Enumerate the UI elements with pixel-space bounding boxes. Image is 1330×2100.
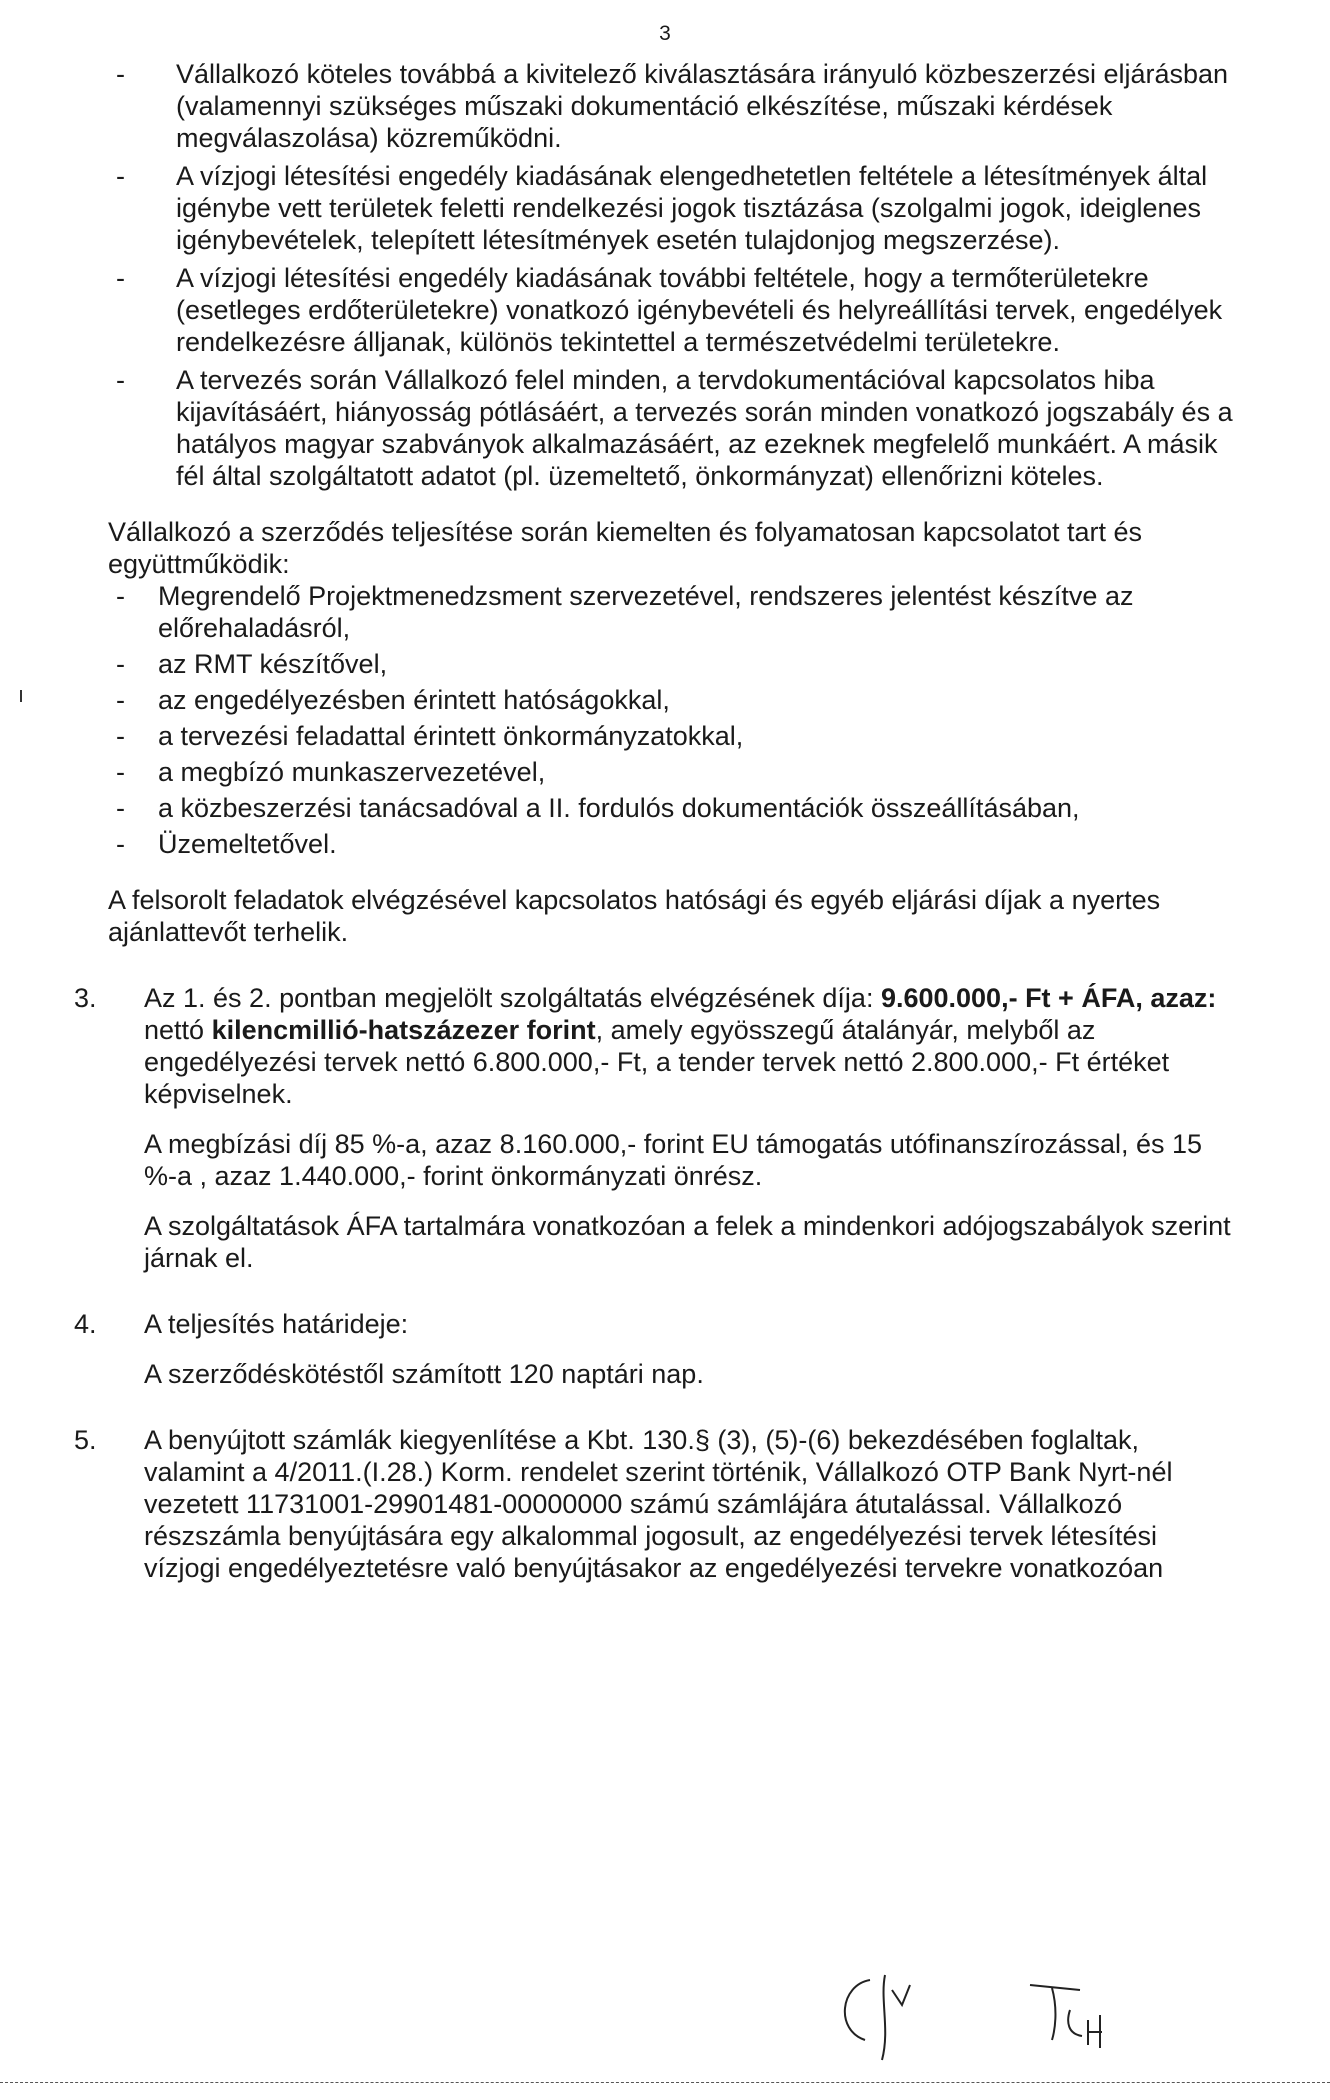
fee-split-paragraph: A megbízási díj 85 %-a, azaz 8.160.000,- forint EU támogatás utófinanszírozással, és 15 %-a , azaz 1.440.000,- forint önkormányzati önrész. — [144, 1129, 1203, 1191]
section-number: 3. — [74, 983, 97, 1013]
list-item: - Vállalkozó köteles továbbá a kivitelező kiválasztására irányuló közbeszerzési eljárásban (valamennyi szükséges műszaki dokumentáció elkészítése, műszaki kérdések megválaszolása) közreműködni. — [108, 58, 1233, 154]
section-5 — [74, 1424, 1233, 1584]
page-bottom-edge — [0, 2082, 1330, 2083]
document-body — [74, 58, 1233, 1584]
fee-text: Az 1. és 2. pontban megjelölt szolgáltatás elvégzésének díja: — [144, 983, 881, 1013]
list-item: - A vízjogi létesítési engedély kiadásának elengedhetetlen feltétele a létesítmények által igénybe vett területek feletti rendelkezési jogok tisztázása (szolgalmi jogok, ideiglenes igénybevételek, telepített létesítmények esetén tulajdonjog megszerzése). — [108, 160, 1233, 256]
section-number: 5. — [74, 1425, 97, 1455]
list-item: - A tervezés során Vállalkozó felel minden, a tervdokumentációval kapcsolatos hiba kijavításáért, hiányosság pótlásáért, a tervezés során minden vonatkozó jogszabály és a hatályos magyar szabványok alkalmazásáért, az ezeknek megfelelő munkáért. A másik fél által szolgáltatott adatot (pl. üzemeltető, önkormányzat) ellenőrizni köteles. — [108, 364, 1233, 492]
list-item: - az engedélyezésben érintett hatóságokkal, — [108, 684, 1233, 716]
payment-paragraph: A benyújtott számlák kiegyenlítése a Kbt. 130.§ (3), (5)-(6) bekezdésében foglaltak, valamint a 4/2011.(I.28.) Korm. rendelet szerint történik, Vállalkozó OTP Bank Nyrt-nél vezetett 11731001-29901481-00000000 számú számlájára átutalással. Vállalkozó részszámla benyújtására egy alkalommal jogosult, az engedélyezési tervek létesítési vízjogi engedélyeztetésre való benyújtásakor az engedélyezési tervekre vonatkozóan — [144, 1425, 1173, 1583]
section-number: 4. — [74, 1309, 97, 1339]
list-item: - a közbeszerzési tanácsadóval a II. fordulós dokumentációk összeállításában, — [108, 792, 1233, 824]
fee-paragraph — [144, 982, 1233, 1110]
page-number: 3 — [659, 22, 671, 45]
fee-text: , amely egyösszegű átalányár, melyből az engedélyezési tervek nettó 6.800.000,- Ft, a tender tervek nettó 2.800.000,- Ft értéket képviselnek. — [144, 1015, 1170, 1109]
list-item: - a tervezési feladattal érintett önkormányzatokkal, — [108, 720, 1233, 752]
top-bullet-list — [108, 58, 1233, 492]
list-item: - a megbízó munkaszervezetével, — [108, 756, 1233, 788]
deadline-text: A szerződéskötéstől számított 120 naptári nap. — [144, 1359, 704, 1389]
fee-text: nettó — [144, 1015, 212, 1045]
fee-in-words: kilencmillió-hatszázezer forint — [211, 1015, 596, 1045]
fees-note: A felsorolt feladatok elvégzésével kapcsolatos hatósági és egyéb eljárási díjak a nyertes ajánlattevőt terhelik. — [108, 885, 1161, 947]
section-3 — [74, 982, 1233, 1274]
cooperation-intro: Vállalkozó a szerződés teljesítése során kiemelten és folyamatosan kapcsolatot tart és együttműködik: — [108, 517, 1143, 579]
list-item: - Üzemeltetővel. — [108, 828, 1233, 860]
section-4 — [74, 1308, 1233, 1390]
vat-paragraph: A szolgáltatások ÁFA tartalmára vonatkozóan a felek a mindenkori adójogszabályok szerint járnak el. — [144, 1211, 1231, 1273]
fee-amount: 9.600.000,- Ft + ÁFA, azaz: — [880, 983, 1217, 1013]
list-item: - az RMT készítővel, — [108, 648, 1233, 680]
cooperation-list — [108, 580, 1233, 860]
list-item: - A vízjogi létesítési engedély kiadásának további feltétele, hogy a termőterületekre (esetleges erdőterületekre) vonatkozó igénybevételi és helyreállítási tervek, engedélyek rendelkezésre álljanak, különös tekintettel a természetvédelmi területekre. — [108, 262, 1233, 358]
handwritten-initials — [830, 1960, 1170, 2070]
list-item: - Megrendelő Projektmenedzsment szervezetével, rendszeres jelentést készítve az előrehaladásról, — [108, 580, 1233, 644]
margin-mark — [20, 690, 22, 702]
deadline-title: A teljesítés határideje: — [144, 1309, 409, 1339]
